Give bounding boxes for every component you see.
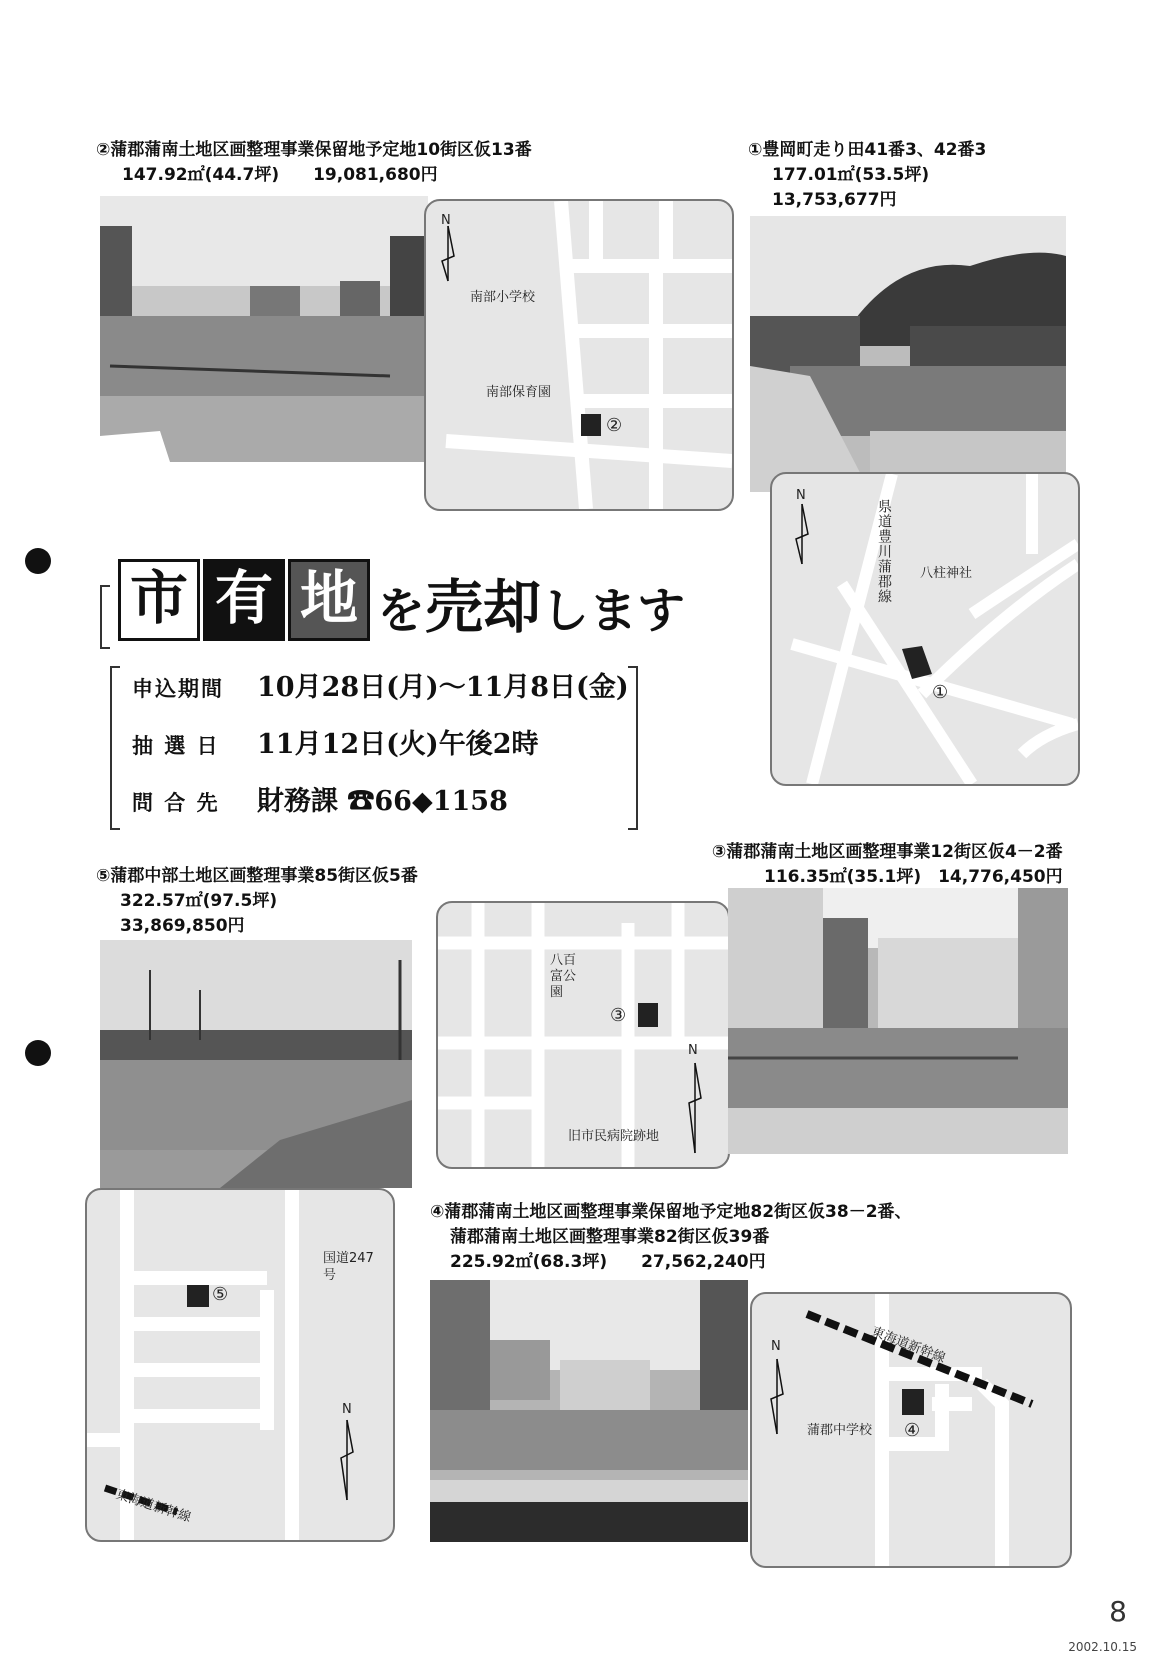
map-1-north: N: [796, 488, 806, 503]
property-1-map: [770, 472, 1080, 786]
map-3-north: N: [688, 1043, 698, 1058]
property-4-area-price: 225.92㎡(68.3坪) 27,562,240円: [450, 1252, 766, 1272]
property-5-caption: [96, 864, 418, 939]
map-5-route-label: 国道247号: [323, 1251, 374, 1283]
map-4-marker: ④: [904, 1420, 921, 1441]
map-3-park-label: 八百富公園: [550, 953, 577, 1000]
property-4-photo: [430, 1280, 748, 1542]
lottery-label: 抽 選 日: [132, 733, 220, 758]
property-5-map: [85, 1188, 395, 1542]
property-5-title: ⑤蒲郡中部土地区画整理事業85街区仮5番: [96, 866, 418, 886]
apply-period-row: [132, 665, 629, 722]
contact-row: [132, 779, 629, 836]
property-1-area: 177.01㎡(53.5坪): [772, 165, 930, 185]
property-4-title-1: ④蒲郡蒲南土地区画整理事業保留地予定地82街区仮38－2番、: [430, 1202, 912, 1222]
lottery-row: [132, 722, 629, 779]
map-3-hospital-label: 旧市民病院跡地: [568, 1129, 660, 1144]
property-1-photo: [750, 216, 1066, 492]
lottery-value: 11月12日(火)午後2時: [257, 729, 539, 760]
map-2-nursery-label: 南部保育園: [486, 385, 552, 400]
apply-period-value: 10月28日(月)～11月8日(金): [257, 672, 629, 703]
property-5-area: 322.57㎡(97.5坪): [120, 891, 278, 911]
headline-suffix: します: [541, 583, 686, 639]
headline-kanji-2: 有: [203, 559, 285, 641]
binder-hole-top: [25, 548, 51, 574]
property-2-photo: [100, 196, 428, 462]
contact-value: 財務課 ☎66◆1158: [257, 786, 508, 817]
map-1-marker: ①: [932, 682, 949, 703]
headline-main: 売却: [425, 573, 542, 641]
map-4-north: N: [771, 1339, 781, 1354]
property-2-map: [424, 199, 734, 511]
info-block: [132, 665, 629, 836]
map-4-rail-label: 東海道新幹線: [869, 1324, 948, 1367]
map-2-north: N: [441, 213, 451, 228]
headline-particle: を: [377, 583, 426, 639]
map-5-marker: ⑤: [212, 1284, 229, 1305]
headline: [118, 555, 685, 641]
map-1-road-label: 県道豊川蒲郡線: [876, 499, 892, 604]
property-1-title: ①豊岡町走り田41番3、42番3: [748, 140, 987, 160]
property-5-photo: [100, 940, 412, 1188]
property-4-title-2: 蒲郡蒲南土地区画整理事業82街区仮39番: [450, 1227, 770, 1247]
map-2-school-label: 南部小学校: [470, 290, 536, 305]
property-3-title: ③蒲郡蒲南土地区画整理事業12街区仮4－2番: [711, 842, 1063, 862]
issue-date: 2002.10.15: [1068, 1640, 1137, 1654]
property-3-area-price: 116.35㎡(35.1坪) 14,776,450円: [764, 867, 1063, 887]
property-5-price: 33,869,850円: [120, 916, 245, 936]
contact-label: 問 合 先: [132, 790, 220, 815]
property-2-area-price: 147.92㎡(44.7坪) 19,081,680円: [122, 165, 438, 185]
property-2-caption: [96, 138, 532, 188]
property-3-photo: [728, 888, 1068, 1154]
info-bracket-left: [110, 666, 120, 830]
apply-period-label: 申込期間: [132, 676, 224, 701]
property-4-map: [750, 1292, 1072, 1568]
property-1-price: 13,753,677円: [772, 190, 897, 210]
binder-hole-bottom: [25, 1040, 51, 1066]
headline-text: [377, 573, 686, 641]
info-bracket-right: [628, 666, 638, 830]
map-4-school-label: 蒲郡中学校: [807, 1423, 873, 1438]
map-5-rail-label: 東海道新幹線: [113, 1487, 193, 1526]
property-3-map: [436, 901, 730, 1169]
map-5-north: N: [342, 1402, 352, 1417]
map-3-marker: ③: [610, 1005, 627, 1026]
property-4-caption: [430, 1200, 912, 1275]
map-1-shrine-label: 八柱神社: [920, 566, 973, 581]
property-1-caption: [748, 138, 986, 213]
headline-bracket-left: [100, 585, 110, 649]
property-2-title: ②蒲郡蒲南土地区画整理事業保留地予定地10街区仮13番: [96, 140, 532, 160]
map-2-marker: ②: [606, 415, 623, 436]
headline-kanji-1: 市: [118, 559, 200, 641]
page-number: 8: [1109, 1595, 1127, 1628]
headline-kanji-3: 地: [288, 559, 370, 641]
property-3-caption: [660, 840, 1063, 890]
